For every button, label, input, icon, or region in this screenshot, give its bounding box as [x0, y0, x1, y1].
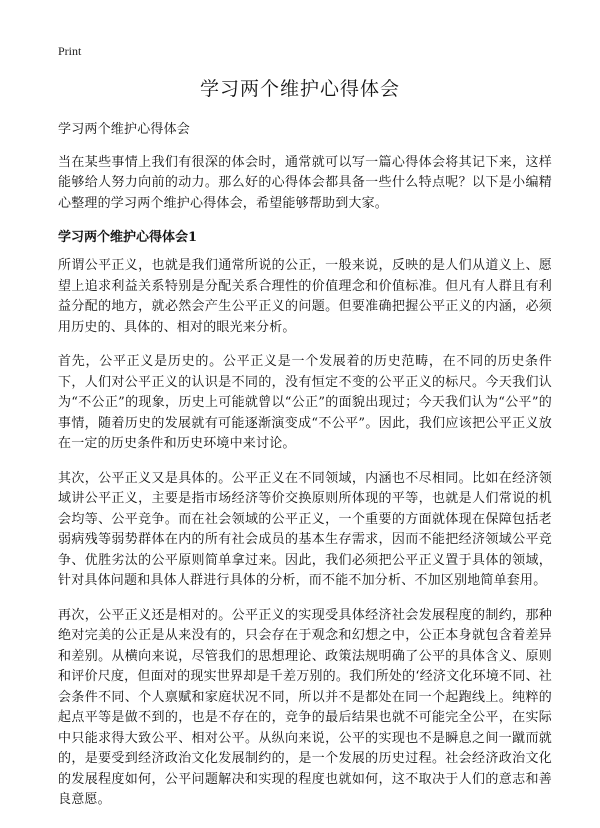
print-link[interactable]: Print — [58, 44, 82, 58]
article-body — [58, 120, 552, 825]
paragraph-1: 所谓公平正义，也就是我们通常所说的公正，一般来说，反映的是人们从道义上、愿望上追求利益关系特别是分配关系合理性的价值理念和价值标准。但凡有人群且有利益分配的地方，就必然会产生公平正义的问题。但要准确把握公平正义的内涵，必须用历史的、具体的、相对的眼光来分析。 — [58, 258, 552, 335]
paragraph-2: 首先，公平正义是历史的。公平正义是一个发展着的历史范畴，在不同的历史条件下，人们对公平正义的认识是不同的，没有恒定不变的公平正义的标尺。今天我们认为“不公正”的现象，历史上可能就曾以“公正”的面貌出现过；今天我们认为“公平”的事情，随着历史的发展就有可能逐渐演变成“不公平”。因此，我们应该把公平正义放在一定的历史条件和历史环境中来讨论。 — [58, 354, 552, 451]
section-heading: 学习两个维护心得体会1 — [58, 230, 198, 245]
page-title: 学习两个维护心得体会 — [199, 78, 400, 100]
article-subtitle: 学习两个维护心得体会 — [58, 122, 191, 137]
intro-paragraph: 当在某些事情上我们有很深的体会时，通常就可以写一篇心得体会将其记下来，这样能够给人努力向前的动力。那么好的心得体会都具备一些什么特点呢？以下是小编精心整理的学习两个维护心得体会，希望能够帮助到大家。 — [58, 154, 552, 211]
paragraph-4: 再次，公平正义还是相对的。公平正义的实现受具体经济社会发展程度的制约，那种绝对完美的公正是从来没有的，只会存在于观念和幻想之中，公正本身就包含着差异和差别。从横向来说，尽管我们的思想理论、政策法规明确了公平的具体含义、原则和评价尺度，但面对的现实世界却是千差万别的。我们所处的‘经济文化环境不同、社会条件不同、个人禀赋和家庭状况不同，所以并不是都处在同一个起跑线上。纯粹的起点平等是做不到的，也是不存在的，竞争的最后结果也就不可能完全公平，在实际中只能求得大致公平、相对公平。从纵向来说，公平的实现也不是瞬息之间一蹴而就的，是要受到经济政治文化发展制约的，是一个发展的历史过程。社会经济政治文化的发展程度如何，公平问题解决和实现的程度也就如何，这不取决于人们的意志和善良意愿。 — [58, 607, 552, 807]
paragraph-3: 其次，公平正义又是具体的。公平正义在不同领域，内涵也不尽相同。比如在经济领域讲公平正义，主要是指市场经济等价交换原则所体现的平等，也就是人们常说的机会均等、公平竞争。而在社会领域的公平正义，一个重要的方面就体现在保障包括老弱病残等弱势群体在内的所有社会成员的基本生存需求，因而不能把经济领域公平竞争、优胜劣汰的公平原则简单拿过来。因此，我们必须把公平正义置于具体的领域，针对具体问题和具体人群进行具体的分析，而不能不加分析、不加区别地简单套用。 — [58, 470, 552, 588]
